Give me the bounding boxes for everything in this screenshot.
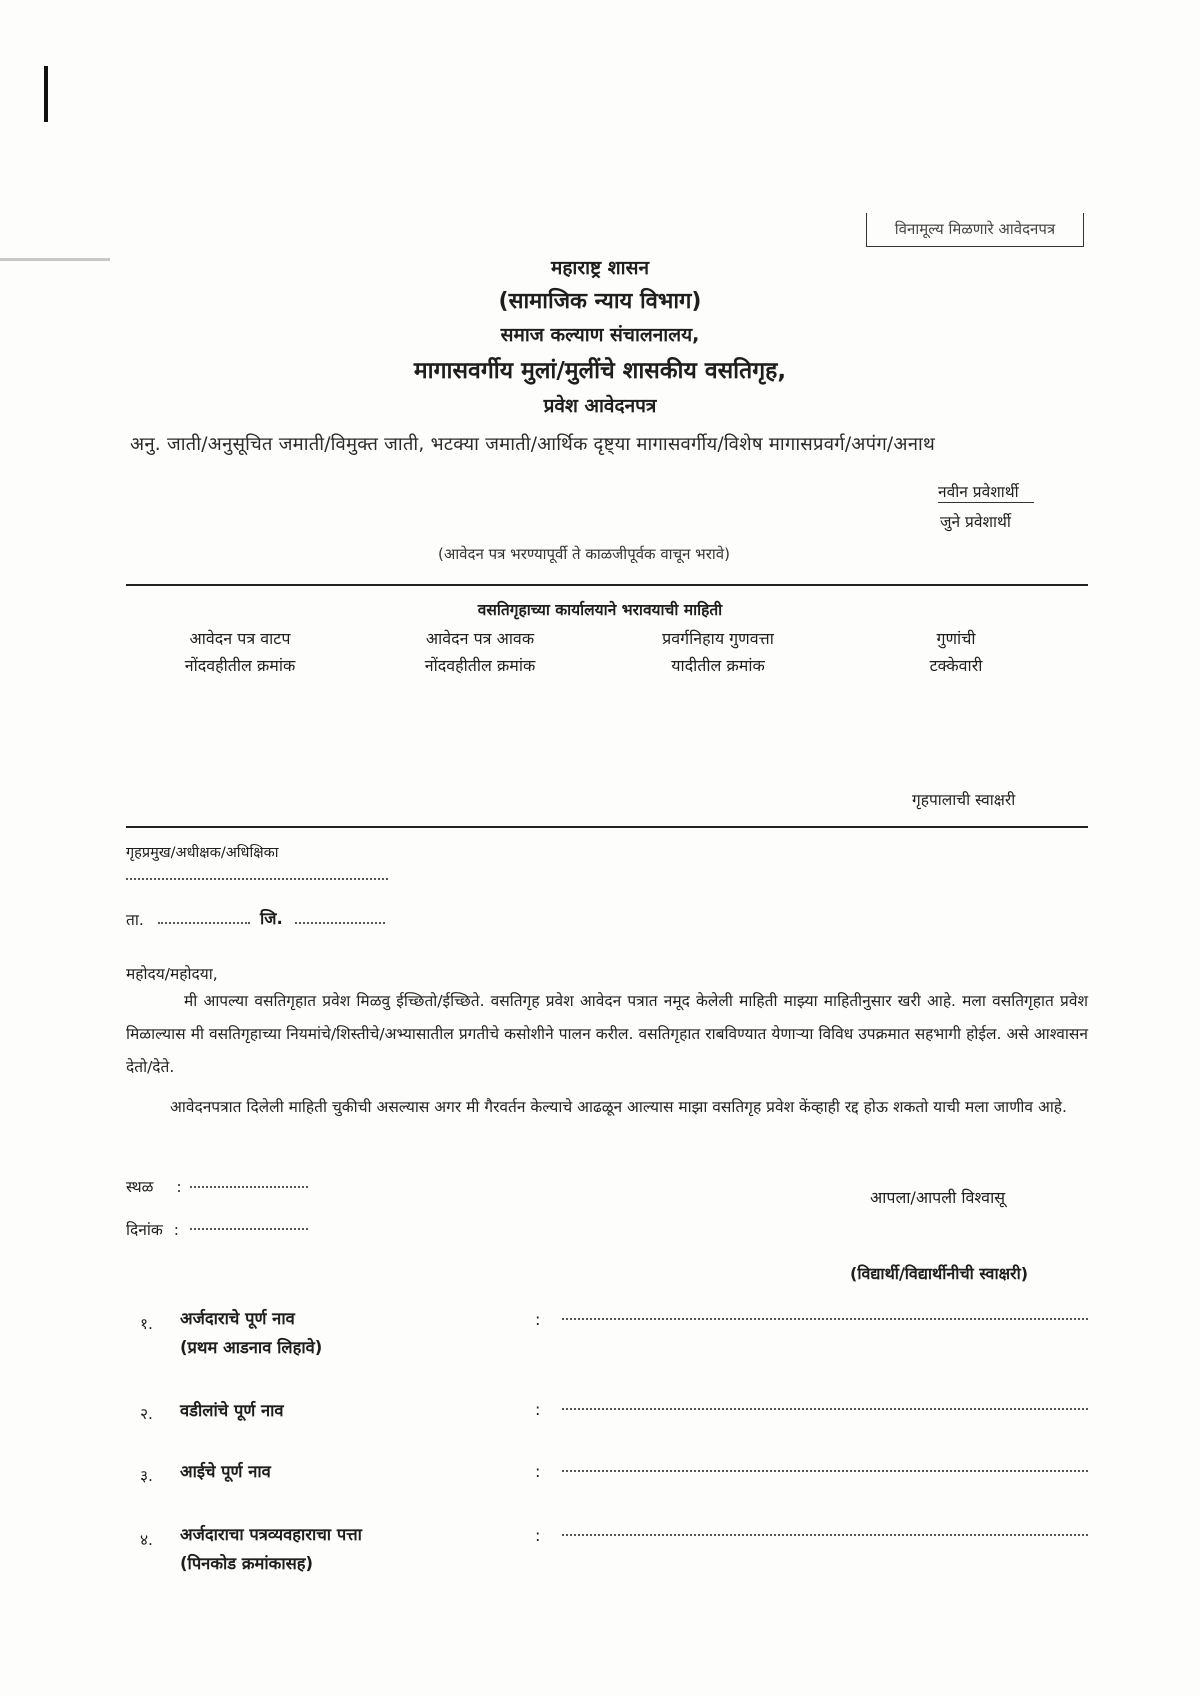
office-column-merit [618, 625, 818, 679]
postal-address-label [180, 1520, 362, 1578]
field-label-text: अर्जदाराचे पूर्ण नाव [180, 1309, 295, 1328]
postal-address-field[interactable] [562, 1534, 1088, 1536]
office-section-heading: वसतिगृहाच्या कार्यालयाने भरावयाची माहिती [477, 601, 723, 619]
applicant-name-label [180, 1304, 322, 1362]
field-colon: : [535, 1400, 541, 1419]
date-colon: : [173, 1221, 179, 1239]
free-form-stamp [866, 213, 1084, 247]
place-colon: : [176, 1178, 182, 1196]
office-column-distribution [140, 625, 340, 679]
district-field[interactable] [295, 922, 385, 924]
office-column-line1: आवेदन पत्र वाटप [189, 629, 291, 648]
office-column-line2: टक्केवारी [929, 656, 983, 675]
applicant-name-field[interactable] [562, 1318, 1088, 1320]
warden-signature-label: गृहपालाची स्वाक्षरी [912, 791, 1016, 809]
scan-mark [44, 66, 48, 122]
office-column-line1: प्रवर्गनिहाय गुणवत्ता [662, 629, 774, 648]
place-field[interactable] [190, 1186, 308, 1188]
addressee-title: गृहप्रमुख/अधीक्षक/अधिक्षिका [126, 845, 279, 861]
student-signature-label: (विद्यार्थी/विद्यार्थीनीची स्वाक्षरी) [850, 1264, 1029, 1283]
mother-name-field[interactable] [562, 1470, 1088, 1472]
field-number: १. [140, 1315, 153, 1333]
field-colon: : [535, 1462, 541, 1481]
taluka-label: ता. [126, 911, 144, 929]
declaration-paragraph-1: मी आपल्या वसतिगृहात प्रवेश मिळवु ईच्छितो/ईच्छिते. वसतिगृह प्रवेश आवेदन पत्रात नमूद केलेली माहिती माझ्या माहितीनुसार खरी आहे. मला वसतिगृहात प्रवेश मिळाल्यास मी वसतिगृहाच्या नियमांचे/शिस्तीचे/अभ्यासातील प्रगतीचे कसोशीने पालन करील. वसतिगृहात राबविण्यात येणाऱ्या विविध उपक्रमात सहभागी होईल. असे आश्वासन देतो/देते. [126, 992, 1089, 1076]
office-column-line2: यादीतील क्रमांक [671, 656, 765, 675]
government-title: महाराष्ट्र शासन [550, 257, 649, 279]
field-colon: : [535, 1310, 541, 1329]
addressee-name-field[interactable] [126, 878, 388, 880]
applicant-type-divider [938, 502, 1034, 503]
father-name-label [180, 1396, 284, 1425]
field-colon: : [535, 1526, 541, 1545]
date-field[interactable] [190, 1228, 308, 1230]
date-label-text: दिनांक [126, 1221, 163, 1239]
father-name-field[interactable] [562, 1408, 1088, 1410]
place-label-text: स्थळ [126, 1178, 154, 1196]
mother-name-label [180, 1457, 271, 1486]
new-applicant-option[interactable]: नवीन प्रवेशार्थी [938, 483, 1019, 501]
salutation: महोदय/महोदया, [126, 965, 218, 983]
declaration-paragraph-2: आवेदनपत्रात दिलेली माहिती चुकीची असल्यास अगर मी गैरवर्तन केल्याचे आढळून आल्यास माझा वसतिगृह प्रवेश केंव्हाही रद्द होऊ शकतो याची मला जाणीव आहे. [170, 1098, 1067, 1116]
place-label [126, 1175, 182, 1197]
field-number: ४. [140, 1531, 153, 1549]
directorate-title: समाज कल्याण संचालनालय, [500, 324, 700, 346]
office-column-line2: नोंदवहीतील क्रमांक [184, 656, 296, 675]
office-column-percentage [856, 625, 1056, 679]
date-label [126, 1218, 179, 1240]
field-number: २. [140, 1405, 153, 1423]
field-label-text: वडीलांचे पूर्ण नाव [180, 1401, 284, 1420]
office-column-line1: आवेदन पत्र आवक [425, 629, 535, 648]
office-section-bottom-rule [126, 826, 1088, 828]
hostel-title: मागासवर्गीय मुलां/मुलींचे शासकीय वसतिगृह, [413, 358, 787, 384]
stamp-text: विनामूल्य मिळणारे आवेदनपत्र [894, 220, 1056, 238]
closing-yours: आपला/आपली विश्वासू [870, 1188, 1006, 1207]
district-label: जि. [260, 909, 283, 928]
form-title: प्रवेश आवेदनपत्र [543, 395, 657, 417]
old-applicant-option[interactable]: जुने प्रवेशार्थी [940, 513, 1011, 531]
office-section-top-rule [126, 584, 1088, 586]
field-label-text: आईचे पूर्ण नाव [180, 1462, 271, 1481]
office-column-line1: गुणांची [936, 629, 976, 648]
field-sublabel-text: (प्रथम आडनाव लिहावे) [180, 1338, 323, 1357]
field-sublabel-text: (पिनकोड क्रमांकासह) [180, 1554, 314, 1573]
eligible-categories: अनु. जाती/अनुसूचित जमाती/विमुक्त जाती, भटक्या जमाती/आर्थिक दृष्ट्या मागासवर्गीय/विशेष मागासप्रवर्ग/अपंग/अनाथ [130, 434, 935, 455]
office-column-line2: नोंदवहीतील क्रमांक [424, 656, 536, 675]
field-label-text: अर्जदाराचा पत्रव्यवहाराचा पत्ता [180, 1525, 362, 1544]
office-column-inward [380, 625, 580, 679]
department-title: (सामाजिक न्याय विभाग) [498, 289, 702, 314]
taluka-field[interactable] [158, 922, 250, 924]
fill-instruction: (आवेदन पत्र भरण्यापूर्वी ते काळजीपूर्वक वाचून भरावे) [438, 545, 730, 563]
field-number: ३. [140, 1467, 153, 1485]
